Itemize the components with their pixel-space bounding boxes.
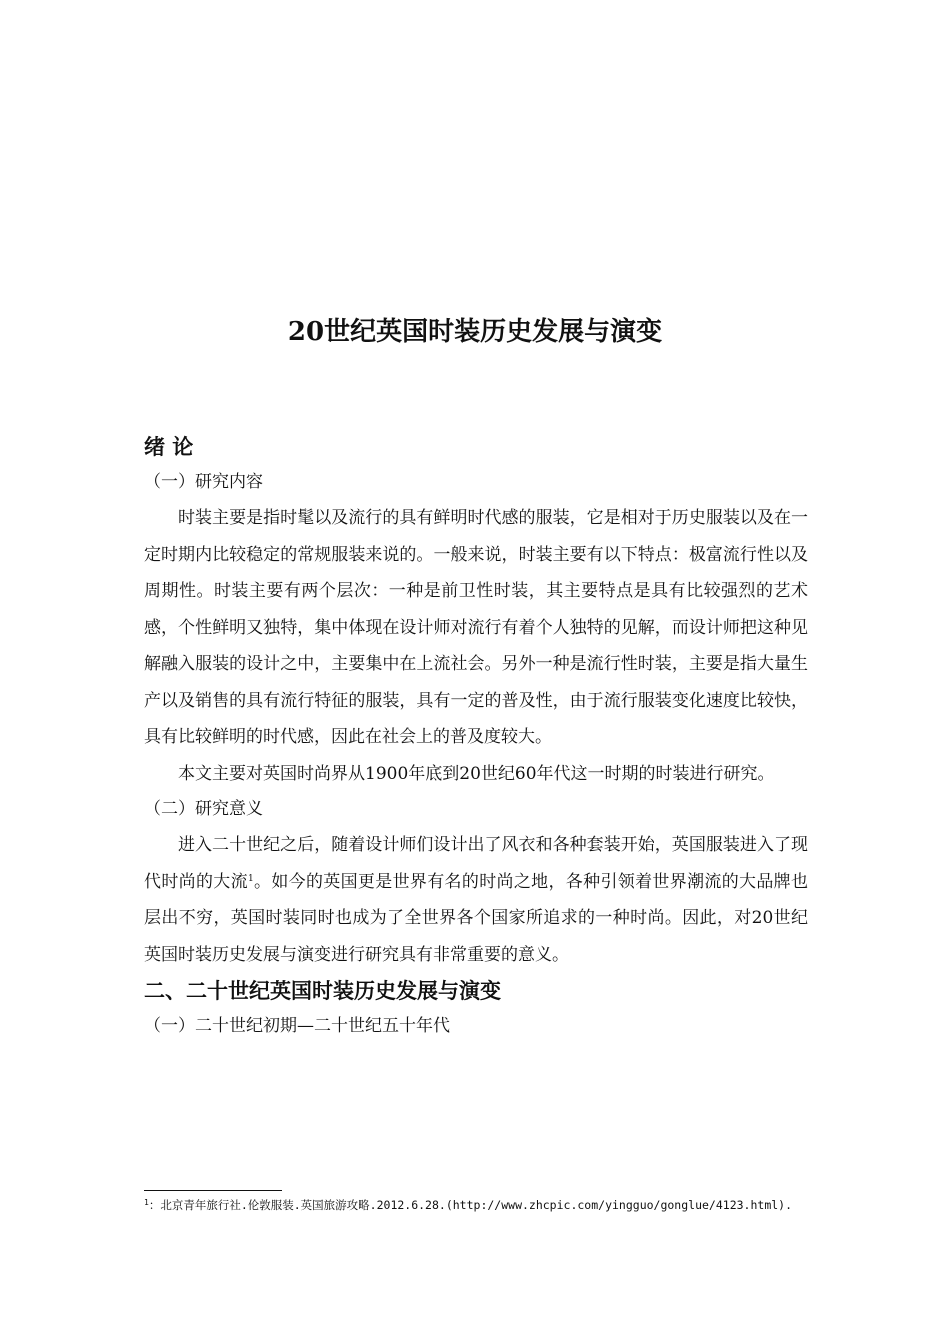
research-significance-heading: （二）研究意义: [144, 799, 263, 819]
document-body: [144, 429, 808, 1044]
document-title: 20世纪英国时装历史发展与演变: [287, 317, 663, 347]
research-content-paragraph-2: 本文主要对英国时尚界从1900年底到20世纪60年代这一时期的时装进行研究。: [178, 763, 775, 784]
research-significance-paragraph: [144, 827, 808, 973]
research-content-heading: （一）研究内容: [144, 472, 263, 492]
footnote-reference[interactable]: 1: [247, 873, 254, 884]
footnote-marker: 1: [144, 1198, 149, 1207]
intro-heading: 绪 论: [144, 434, 194, 459]
footnote-separator: [144, 1190, 282, 1191]
chapter-two-heading: 二、二十世纪英国时装历史发展与演变: [144, 978, 501, 1003]
footnote: [144, 1197, 808, 1213]
footnote-text: ：北京青年旅行社.伦敦服装.英国旅游攻略.2012.6.28.(http://www.zhcpic.com/yingguo/gonglue/4123.html).: [148, 1198, 793, 1212]
significance-text-part-1: 进入二十世纪之后，随着设计师们设计出了风衣和各种套装开始，英国服装进入了现代时尚的大流: [144, 835, 808, 892]
chapter-two-subheading: （一）二十世纪初期—二十世纪五十年代: [144, 1016, 450, 1036]
research-content-paragraph-1: 时装主要是指时髦以及流行的具有鲜明时代感的服装，它是相对于历史服装以及在一定时期内比较稳定的常规服装来说的。一般来说，时装主要有以下特点：极富流行性以及周期性。时装主要有两个层次：一种是前卫性时装，其主要特点是具有比较强烈的艺术感，个性鲜明又独特，集中体现在设计师对流行有着个人独特的见解，而设计师把这种见解融入服装的设计之中，主要集中在上流社会。另外一种是流行性时装，主要是指大量生产以及销售的具有流行特征的服装，具有一定的普及性，由于流行服装变化速度比较快，具有比较鲜明的时代感，因此在社会上的普及度较大。: [144, 508, 808, 747]
significance-text-part-2: 。如今的英国更是世界有名的时尚之地，各种引领着世界潮流的大品牌也层出不穷，英国时装同时也成为了全世界各个国家所追求的一种时尚。因此，对20世纪英国时装历史发展与演变进行研究具有非常重要的意义。: [144, 871, 808, 965]
